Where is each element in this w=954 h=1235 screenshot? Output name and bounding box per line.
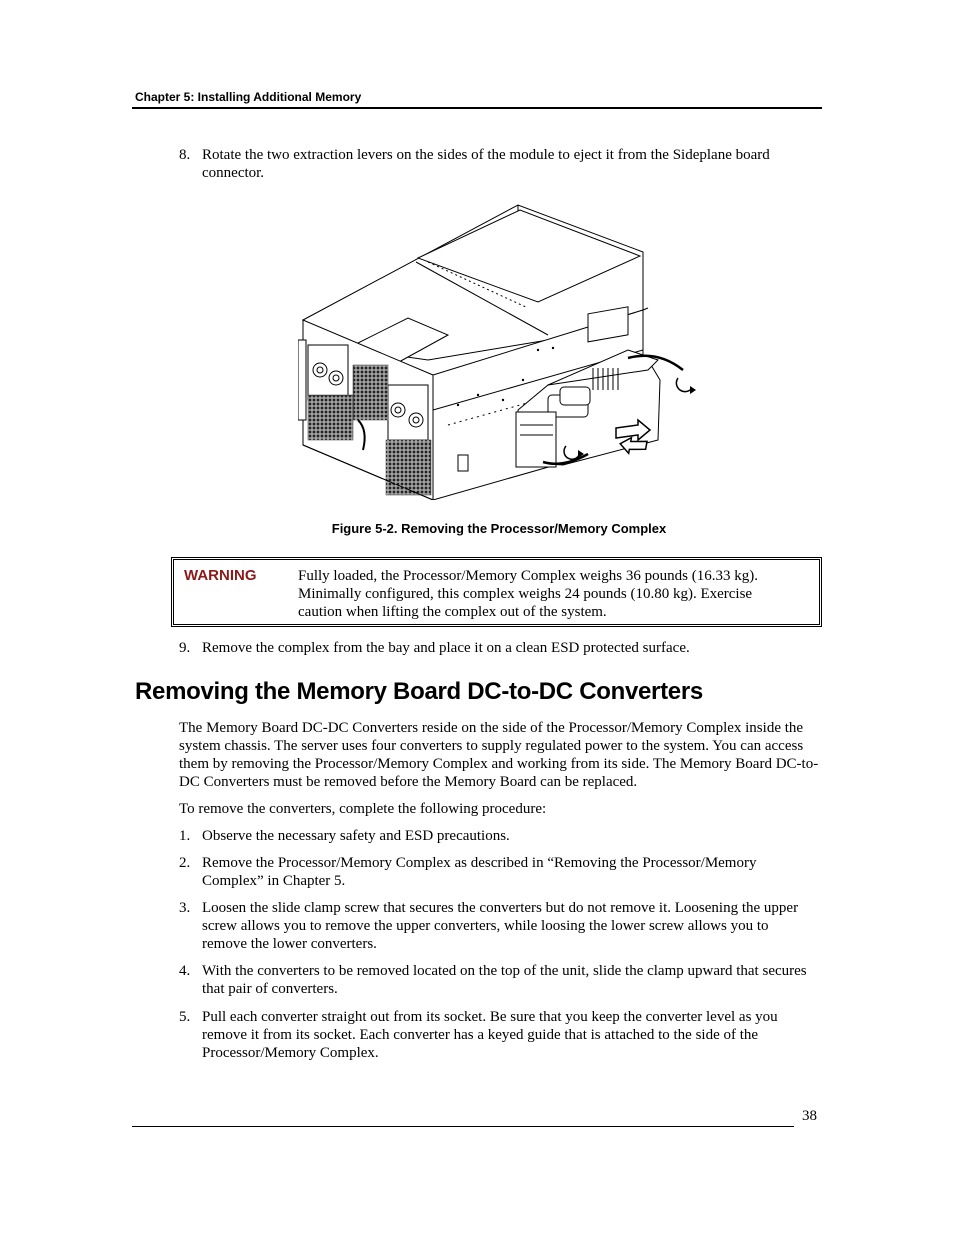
step-text: Loosen the slide clamp screw that secures the converters but do not remove it. Loosening the upper screw allows you to remove the upper converters, while loosing the lower screw allows you to remove the lower converters.	[202, 900, 799, 952]
page-number: 38	[802, 1108, 817, 1124]
step-text: Pull each converter straight out from its socket. Be sure that you keep the converter level as you remove it from its socket. Each converter has a keyed guide that is attached to the side of the Processor/Memory Complex.	[202, 1009, 778, 1061]
figure-caption-text: Figure 5-2. Removing the Processor/Memory Complex	[331, 521, 667, 536]
server-chassis-illustration	[298, 200, 704, 500]
warning-box	[171, 557, 822, 627]
step-number: 1.	[179, 828, 191, 844]
step-number: 8.	[179, 147, 191, 163]
header-rule	[132, 107, 822, 109]
step-text: With the converters to be removed located on the top of the unit, slide the clamp upward that secures that pair of converters.	[202, 963, 807, 997]
intro-paragraph: The Memory Board DC-DC Converters reside on the side of the Processor/Memory Complex inside the system chassis. The server uses four converters to supply regulated power to the system. You can access them by removing the Processor/Memory Complex and working from its side. The Memory Board DC-to-DC Converters must be removed before the Memory Board can be replaced.	[179, 720, 819, 790]
step-text: Rotate the two extraction levers on the sides of the module to eject it from the Sideplane board connector.	[202, 147, 770, 181]
figure-caption	[0, 521, 954, 536]
warning-label: WARNING	[184, 567, 257, 584]
step-number: 3.	[179, 900, 191, 916]
footer-rule	[132, 1126, 794, 1127]
warning-text: Fully loaded, the Processor/Memory Complex weighs 36 pounds (16.33 kg). Minimally configured, this complex weighs 24 pounds (10.80 kg). Exercise caution when lifting the complex out of the system.	[298, 568, 758, 620]
lead-paragraph: To remove the converters, complete the following procedure:	[179, 801, 547, 817]
section-heading: Removing the Memory Board DC-to-DC Converters	[135, 678, 703, 705]
step-text: Remove the complex from the bay and place it on a clean ESD protected surface.	[202, 640, 690, 656]
step-number: 9.	[179, 640, 191, 656]
running-header: Chapter 5: Installing Additional Memory	[135, 90, 362, 104]
step-text: Observe the necessary safety and ESD precautions.	[202, 828, 510, 844]
step-text: Remove the Processor/Memory Complex as described in “Removing the Processor/Memory Complex” in Chapter 5.	[202, 855, 757, 889]
step-number: 2.	[179, 855, 191, 871]
step-number: 4.	[179, 963, 191, 979]
step-number: 5.	[179, 1009, 191, 1025]
